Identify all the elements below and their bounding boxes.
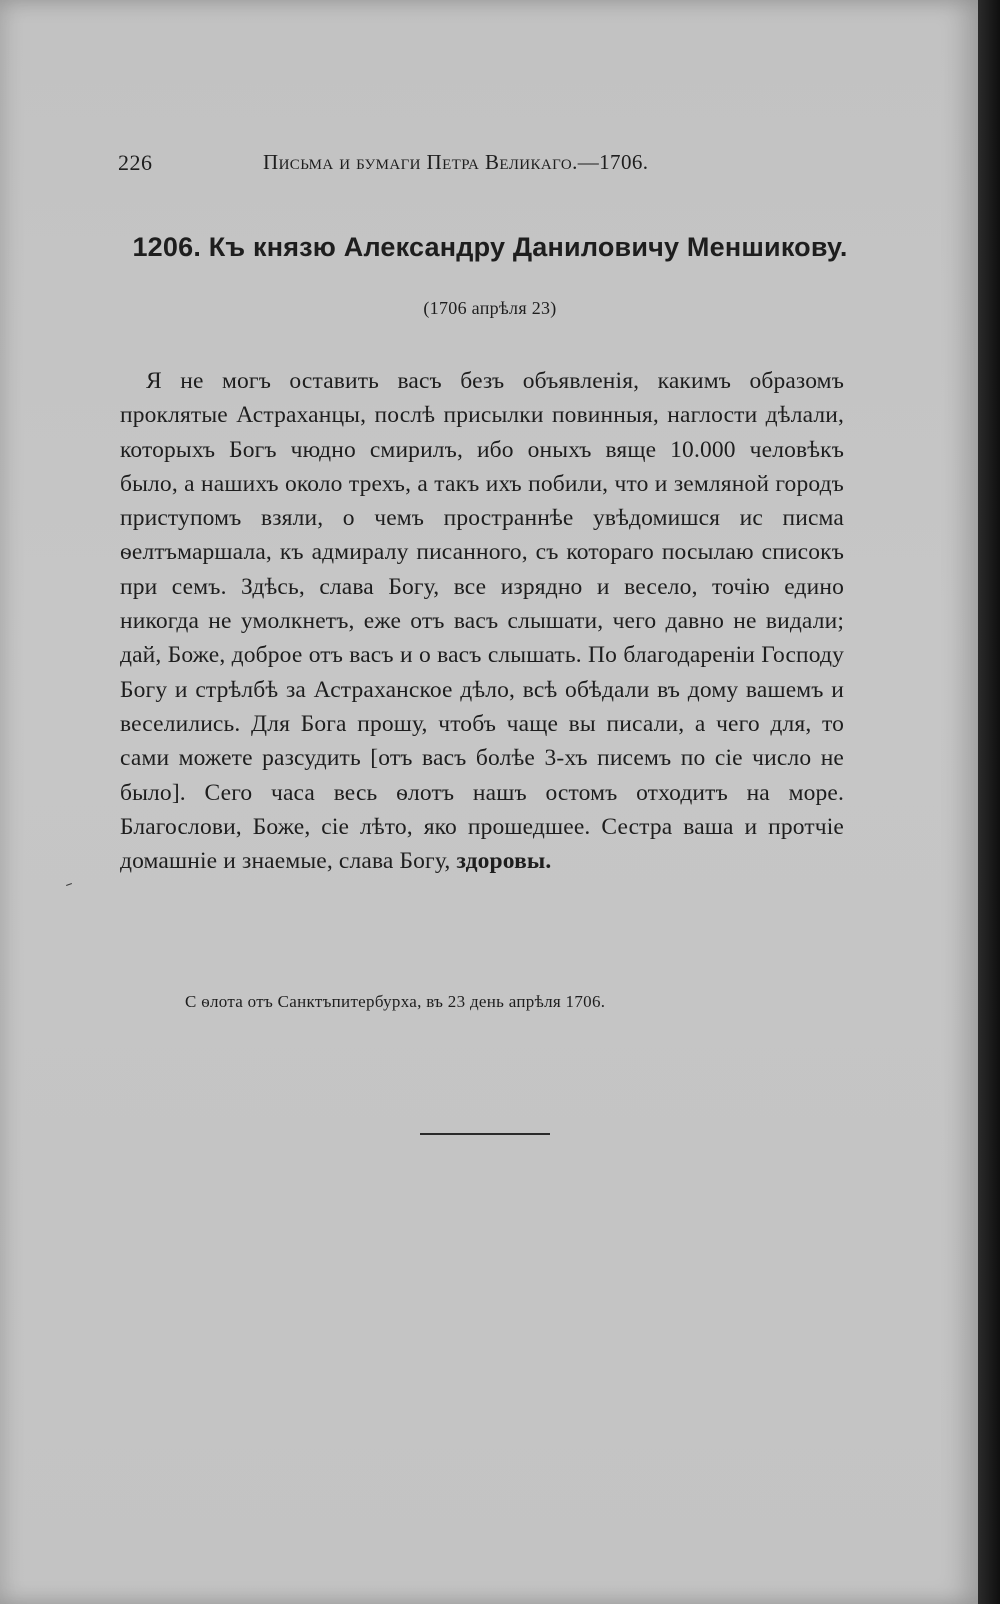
page-number: 226 — [118, 150, 153, 175]
letter-body-text: Я не могъ оставить васъ безъ объявленія, какимъ образомъ проклятые Астраханцы, послѣ присылки повинныя, наглости дѣлали, которыхъ Богъ чюдно смирилъ, ибо оныхъ вяще 10.000 человѣкъ было, а нашихъ около трехъ, а такъ ихъ побили, что и земляной городъ приступомъ взяли, о чемъ пространнѣе увѣдомишся ис писма ѳелтъмаршала, къ адмиралу писанного, съ котораго посылаю списокъ при семъ. Здѣсь, слава Богу, все изрядно и весело, точію едино никогда не умолкнетъ, еже отъ васъ слышати, чего давно не видали; дай, Боже, доброе отъ васъ и о васъ слышать. По благодареніи Господу Богу и стрѣлбѣ за Астраханское дѣло, всѣ обѣдали въ дому вашемъ и веселились. Для Бога прошу, чтобъ чаще вы писали, а чего для, то сами можете разсудить [отъ васъ болѣе 3-хъ писемъ по сіе число не было]. Сего часа весь ѳлотъ нашъ остомъ отходитъ на море. Благослови, Боже, сіе лѣто, яко прошедшее. Сестра ваша и протчіе домашніе и знаемые, слава Богу, — [120, 368, 844, 875]
letter-title: 1206. Къ князю Александру Даниловичу Меншикову. — [132, 232, 848, 262]
print-speck — [66, 883, 72, 886]
running-head — [118, 150, 738, 182]
letter-date: (1706 апрѣля 23) — [423, 298, 557, 318]
running-title: Письма и бумаги Петра Великаго.—1706. — [263, 150, 649, 174]
end-rule — [420, 1133, 550, 1135]
letter-signoff: С ѳлота отъ Санктъпитербурха, въ 23 день апрѣля 1706. — [185, 992, 606, 1011]
letter-body — [120, 364, 844, 878]
page-edge-shadow — [978, 0, 1000, 1604]
letter-body-closing-word: здоровы. — [456, 848, 552, 875]
